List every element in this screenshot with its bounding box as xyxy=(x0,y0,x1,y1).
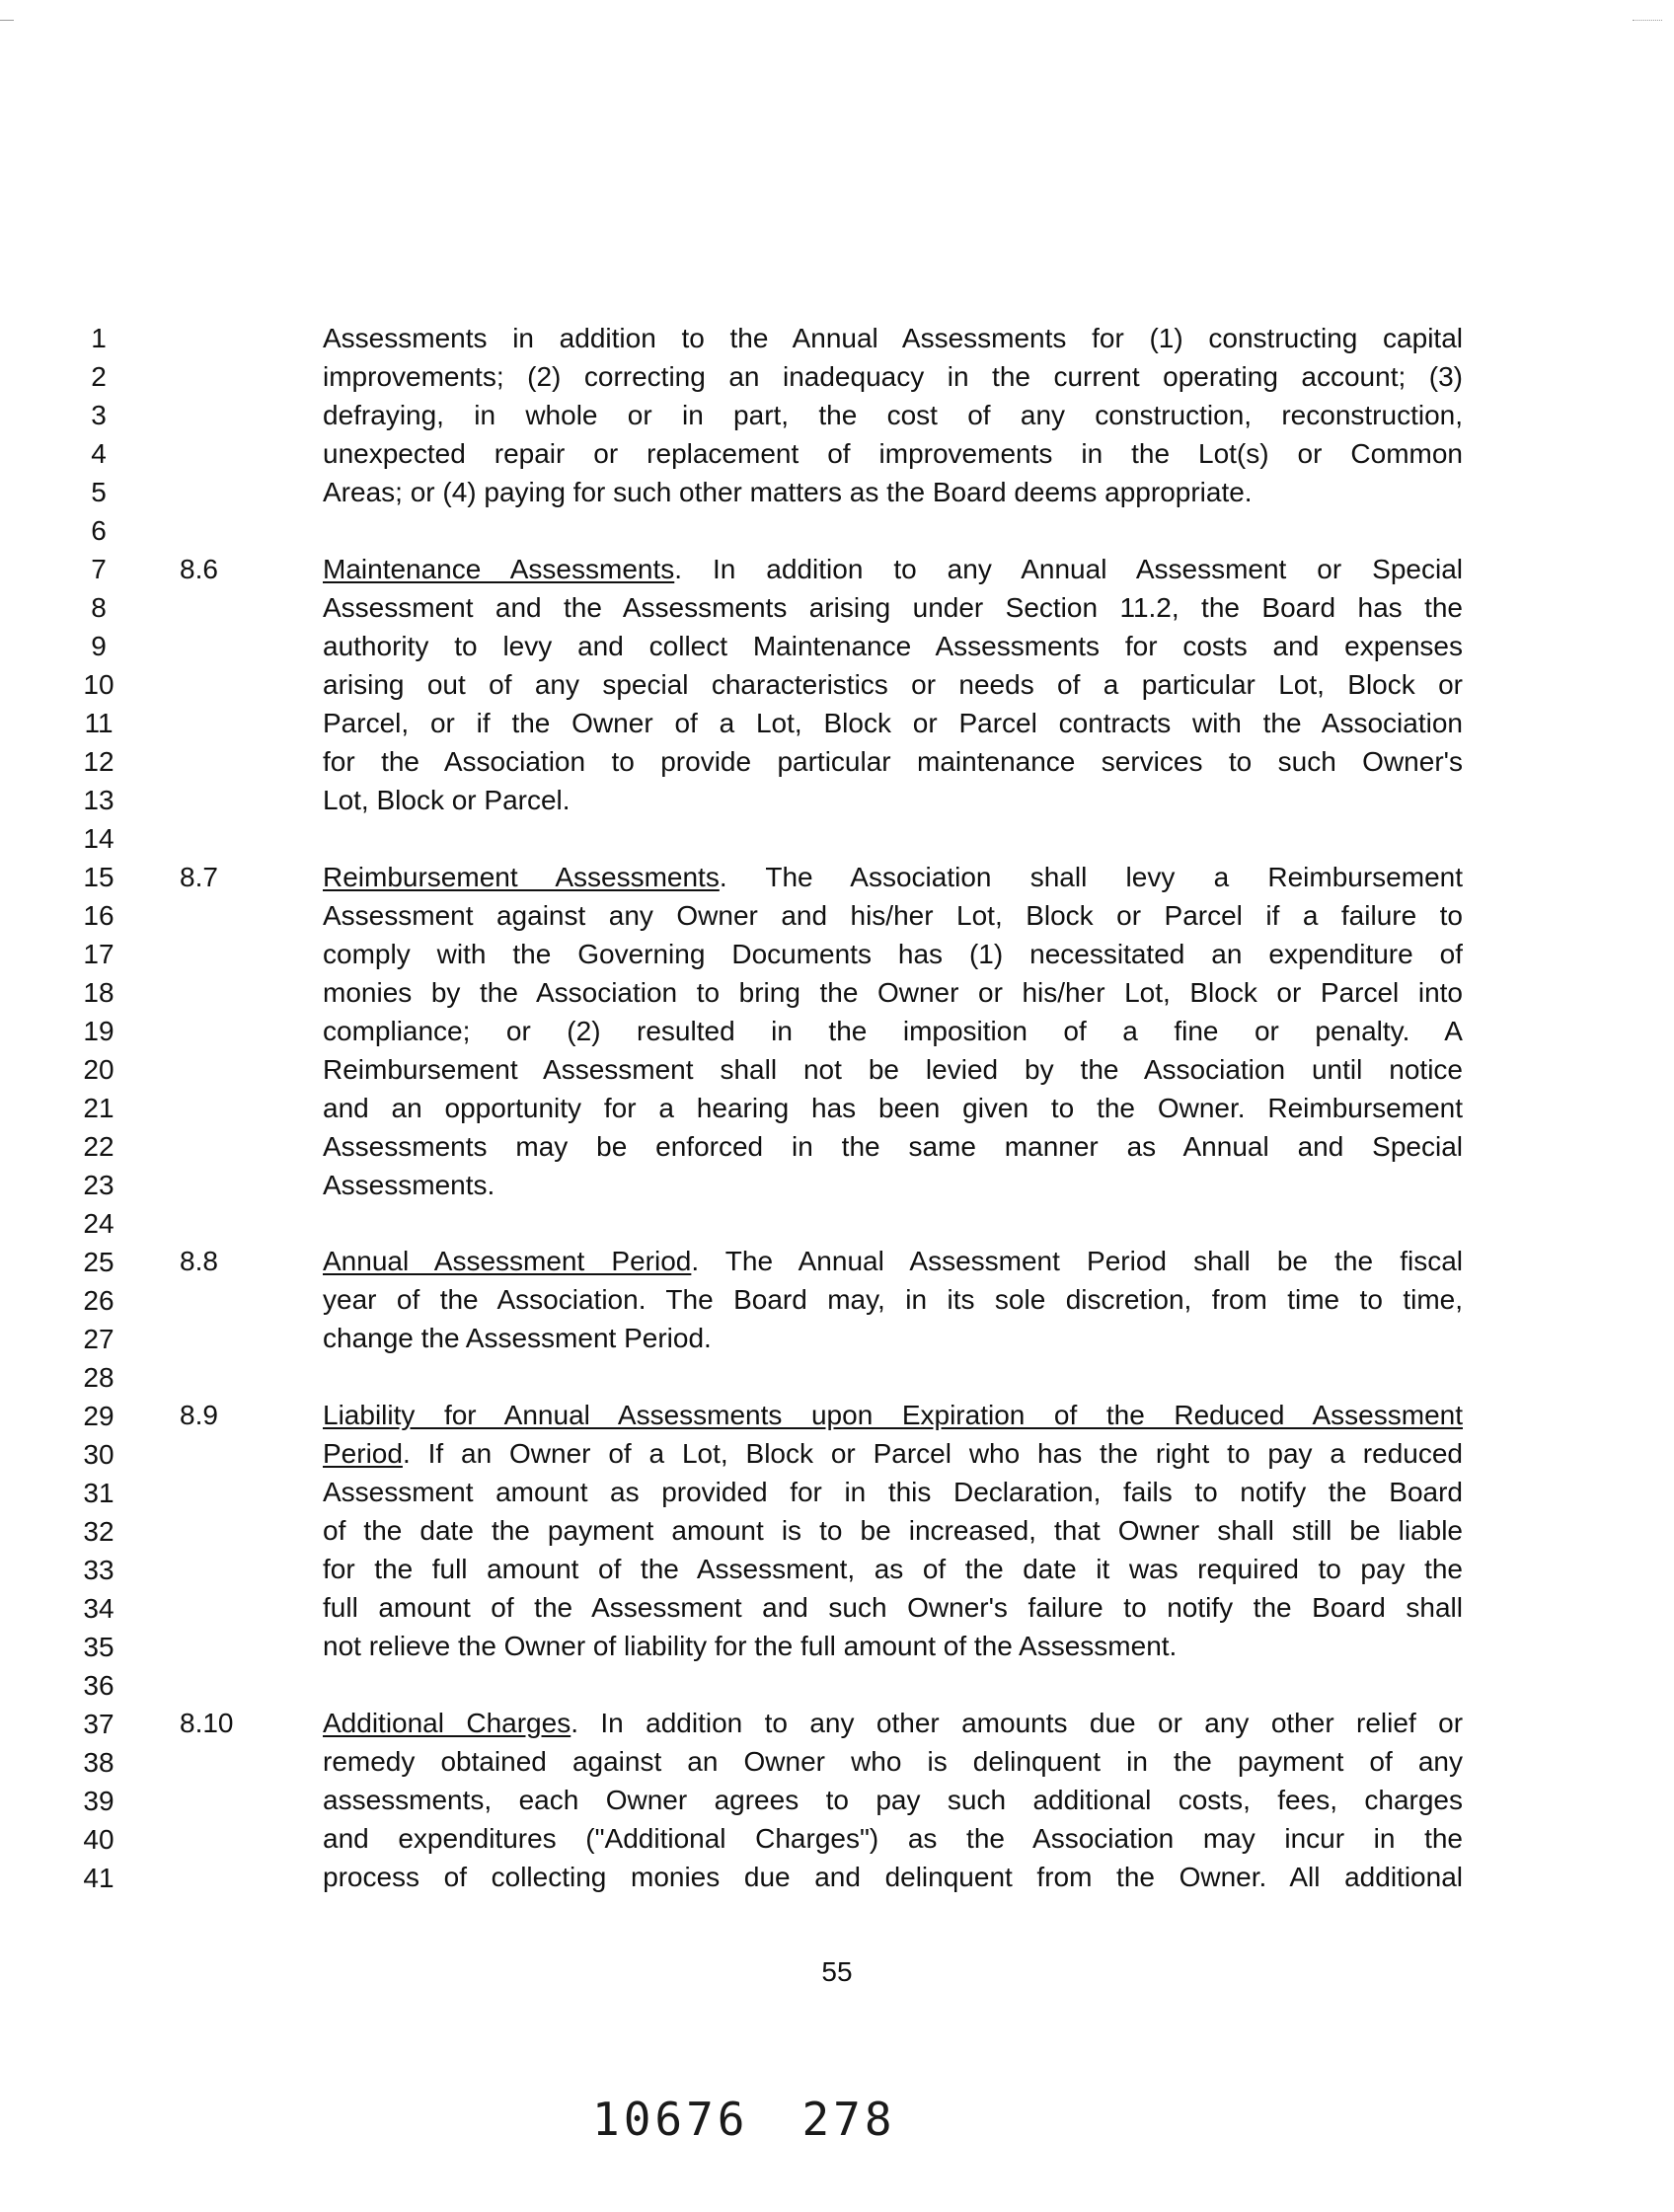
section-number-8-7: 8.7 xyxy=(180,862,218,892)
text-line-11: Parcel, or if the Owner of a Lot, Block or Parcel contracts with the Association xyxy=(323,708,1463,738)
text-line-22: Assessments may be enforced in the same manner as Annual and Special xyxy=(323,1131,1463,1162)
line-number: 7 xyxy=(91,554,107,584)
line-number: 18 xyxy=(83,977,114,1008)
text-line-21: and an opportunity for a hearing has been given to the Owner. Reimbursement xyxy=(323,1093,1463,1123)
text-line-39: assessments, each Owner agrees to pay such additional costs, fees, charges xyxy=(323,1785,1463,1815)
text-line-7 xyxy=(323,550,1463,588)
text-line-10: arising out of any special characteristics or needs of a particular Lot, Block or xyxy=(323,669,1463,700)
line-number: 39 xyxy=(83,1786,114,1816)
scan-mark-left xyxy=(0,20,14,21)
line-number: 5 xyxy=(91,477,107,507)
line-number: 1 xyxy=(91,323,107,353)
stamp-book-number: 10676 xyxy=(592,2093,749,2146)
line-number: 10 xyxy=(83,669,114,700)
heading-liability-line-2: Period xyxy=(323,1438,403,1469)
recording-stamp xyxy=(592,2093,950,2146)
text-line-13: Lot, Block or Parcel. xyxy=(323,785,571,815)
text-line-32: of the date the payment amount is to be increased, that Owner shall still be liable xyxy=(323,1515,1463,1546)
heading-additional-charges: Additional Charges xyxy=(323,1708,571,1738)
line-number: 27 xyxy=(83,1324,114,1354)
line-number: 28 xyxy=(83,1362,114,1393)
text-line-4: unexpected repair or replacement of improvements in the Lot(s) or Common xyxy=(323,438,1463,469)
line-number: 14 xyxy=(83,823,114,854)
text-line-30 xyxy=(323,1434,1463,1473)
line-number: 21 xyxy=(83,1093,114,1123)
text-line-12: for the Association to provide particular maintenance services to such Owner's xyxy=(323,746,1463,777)
text-line-34: full amount of the Assessment and such Owner's failure to notify the Board shall xyxy=(323,1592,1463,1623)
text-line-3: defraying, in whole or in part, the cost of any construction, reconstruction, xyxy=(323,400,1463,430)
text-line-5: Areas; or (4) paying for such other matters as the Board deems appropriate. xyxy=(323,477,1253,507)
text-line-29 xyxy=(323,1396,1463,1434)
section-number-8-8: 8.8 xyxy=(180,1246,218,1276)
line-number: 37 xyxy=(83,1709,114,1739)
text-line-15-rest: . The Association shall levy a Reimbursement xyxy=(719,862,1463,892)
text-line-37 xyxy=(323,1704,1463,1742)
line-number: 29 xyxy=(83,1401,114,1431)
line-number: 17 xyxy=(83,939,114,969)
text-line-37-rest: . In addition to any other amounts due or any other relief or xyxy=(571,1708,1463,1738)
text-line-40: and expenditures ("Additional Charges") as the Association may incur in the xyxy=(323,1823,1463,1854)
section-number-8-10: 8.10 xyxy=(180,1708,234,1738)
line-number: 40 xyxy=(83,1824,114,1855)
line-number: 11 xyxy=(84,708,114,738)
line-number: 31 xyxy=(83,1478,114,1508)
line-number: 25 xyxy=(83,1247,114,1277)
text-line-2: improvements; (2) correcting an inadequacy in the current operating account; (3) xyxy=(323,361,1463,392)
text-line-23: Assessments. xyxy=(323,1170,495,1200)
text-line-27: change the Assessment Period. xyxy=(323,1323,712,1353)
line-number: 6 xyxy=(91,515,107,546)
line-number: 33 xyxy=(83,1555,114,1585)
section-number-8-9: 8.9 xyxy=(180,1400,218,1430)
line-number: 34 xyxy=(83,1593,114,1624)
heading-reimbursement-assessments: Reimbursement Assessments xyxy=(323,862,720,892)
line-number: 22 xyxy=(83,1131,114,1162)
line-number: 30 xyxy=(83,1439,114,1470)
text-line-17: comply with the Governing Documents has (1) necessitated an expenditure of xyxy=(323,939,1463,969)
line-number: 3 xyxy=(91,400,107,430)
heading-liability-line-1: Liability for Annual Assessments upon Expiration of the Reduced Assessment xyxy=(323,1400,1463,1430)
line-number: 35 xyxy=(83,1632,114,1662)
text-line-19: compliance; or (2) resulted in the imposition of a fine or penalty. A xyxy=(323,1016,1463,1046)
text-line-35: not relieve the Owner of liability for the full amount of the Assessment. xyxy=(323,1631,1178,1661)
line-number: 38 xyxy=(83,1747,114,1778)
text-line-26: year of the Association. The Board may, in its sole discretion, from time to time, xyxy=(323,1284,1463,1315)
line-number: 26 xyxy=(83,1285,114,1316)
line-number: 2 xyxy=(91,361,107,392)
line-number: 13 xyxy=(83,785,114,815)
line-number: 23 xyxy=(83,1170,114,1200)
section-number-8-6: 8.6 xyxy=(180,554,218,584)
heading-annual-assessment-period: Annual Assessment Period xyxy=(323,1246,692,1276)
text-line-25 xyxy=(323,1242,1463,1280)
text-line-15 xyxy=(323,858,1463,896)
text-line-33: for the full amount of the Assessment, as of the date it was required to pay the xyxy=(323,1554,1463,1584)
line-number: 9 xyxy=(91,631,107,661)
text-line-30-rest: . If an Owner of a Lot, Block or Parcel who has the right to pay a reduced xyxy=(402,1438,1463,1469)
line-number: 20 xyxy=(83,1054,114,1085)
line-number: 16 xyxy=(83,900,114,931)
page-number: 55 xyxy=(821,1956,853,1987)
text-line-38: remedy obtained against an Owner who is delinquent in the payment of any xyxy=(323,1746,1463,1777)
text-line-31: Assessment amount as provided for in this Declaration, fails to notify the Board xyxy=(323,1477,1463,1507)
line-number: 36 xyxy=(83,1670,114,1701)
text-line-20: Reimbursement Assessment shall not be levied by the Association until notice xyxy=(323,1054,1463,1085)
text-line-25-rest: . The Annual Assessment Period shall be the fiscal xyxy=(691,1246,1463,1276)
text-line-7-rest: . In addition to any Annual Assessment or Special xyxy=(674,554,1463,584)
text-line-18: monies by the Association to bring the Owner or his/her Lot, Block or Parcel into xyxy=(323,977,1463,1008)
line-number: 12 xyxy=(83,746,114,777)
line-number: 41 xyxy=(83,1863,114,1893)
text-line-41: process of collecting monies due and delinquent from the Owner. All additional xyxy=(323,1862,1463,1892)
stamp-page-number: 278 xyxy=(801,2093,896,2146)
line-number: 32 xyxy=(83,1516,114,1547)
line-number: 19 xyxy=(83,1016,114,1046)
text-line-16: Assessment against any Owner and his/her Lot, Block or Parcel if a failure to xyxy=(323,900,1463,931)
line-number: 24 xyxy=(83,1208,114,1239)
text-line-9: authority to levy and collect Maintenance Assessments for costs and expenses xyxy=(323,631,1463,661)
text-line-8: Assessment and the Assessments arising under Section 11.2, the Board has the xyxy=(323,592,1463,623)
text-line-1: Assessments in addition to the Annual Assessments for (1) constructing capital xyxy=(323,323,1463,353)
heading-maintenance-assessments: Maintenance Assessments xyxy=(323,554,675,584)
scan-mark-right xyxy=(1633,20,1662,21)
line-number: 4 xyxy=(91,438,107,469)
line-number: 8 xyxy=(91,592,107,623)
line-number: 15 xyxy=(83,862,114,892)
